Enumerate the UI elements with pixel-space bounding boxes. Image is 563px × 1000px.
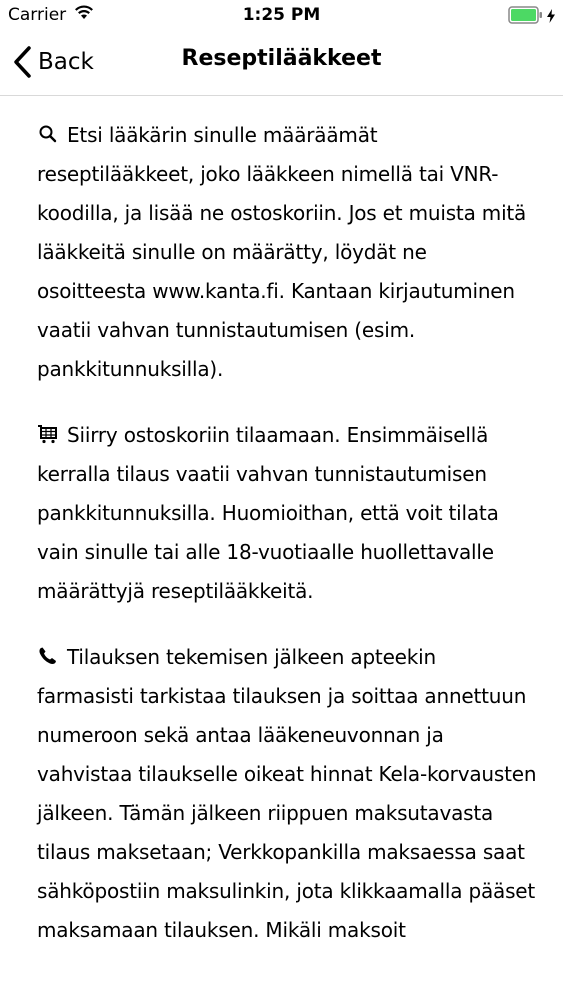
carrier-label: Carrier bbox=[8, 5, 67, 25]
instruction-phone-text: Tilauksen tekemisen jälkeen apteekin farmasisti tarkistaa tilauksen ja soittaa annettuun numeroon sekä antaa lääkeneuvonnan ja vahvistaa tilaukselle oikeat hinnat Kela-korvausten jälkeen. Tämän jälkeen riippuen maksutavasta tilaus maksetaan; Verkkopankilla maksaessa saat sähköpostiin maksulinkin, jota klikkaamalla pääset maksamaan tilauksen. Mikäli maksoit bbox=[37, 645, 537, 942]
instructions-content bbox=[37, 116, 537, 977]
search-icon bbox=[37, 118, 59, 138]
instruction-search bbox=[37, 116, 537, 389]
phone-icon bbox=[37, 640, 59, 660]
instruction-phone bbox=[37, 638, 537, 950]
cart-icon bbox=[37, 418, 59, 438]
back-label: Back bbox=[38, 49, 94, 75]
instruction-cart bbox=[37, 416, 537, 611]
status-time: 1:25 PM bbox=[242, 5, 321, 25]
charging-icon bbox=[547, 8, 555, 27]
status-right bbox=[508, 6, 555, 28]
battery-icon bbox=[508, 6, 544, 28]
navigation-bar bbox=[0, 32, 563, 96]
status-bar bbox=[0, 0, 563, 32]
instruction-search-text: Etsi lääkärin sinulle määräämät reseptilääkkeet, joko lääkkeen nimellä tai VNR-koodilla, ja lisää ne ostoskoriin. Jos et muista mitä lääkkeitä sinulle on määrätty, löydät ne osoitteesta www.kanta.fi. Kantaan kirjautuminen vaatii vahvan tunnistautumisen (esim. pankkitunnuksilla). bbox=[37, 123, 527, 381]
page-title: Reseptilääkkeet bbox=[181, 46, 382, 71]
instruction-cart-text: Siirry ostoskoriin tilaamaan. Ensimmäisellä kerralla tilaus vaatii vahvan tunnistautumisen pankkitunnuksilla. Huomioithan, että voit tilata vain sinulle tai alle 18-vuotiaalle huollettavalle määrättyjä reseptilääkkeitä. bbox=[37, 423, 499, 603]
